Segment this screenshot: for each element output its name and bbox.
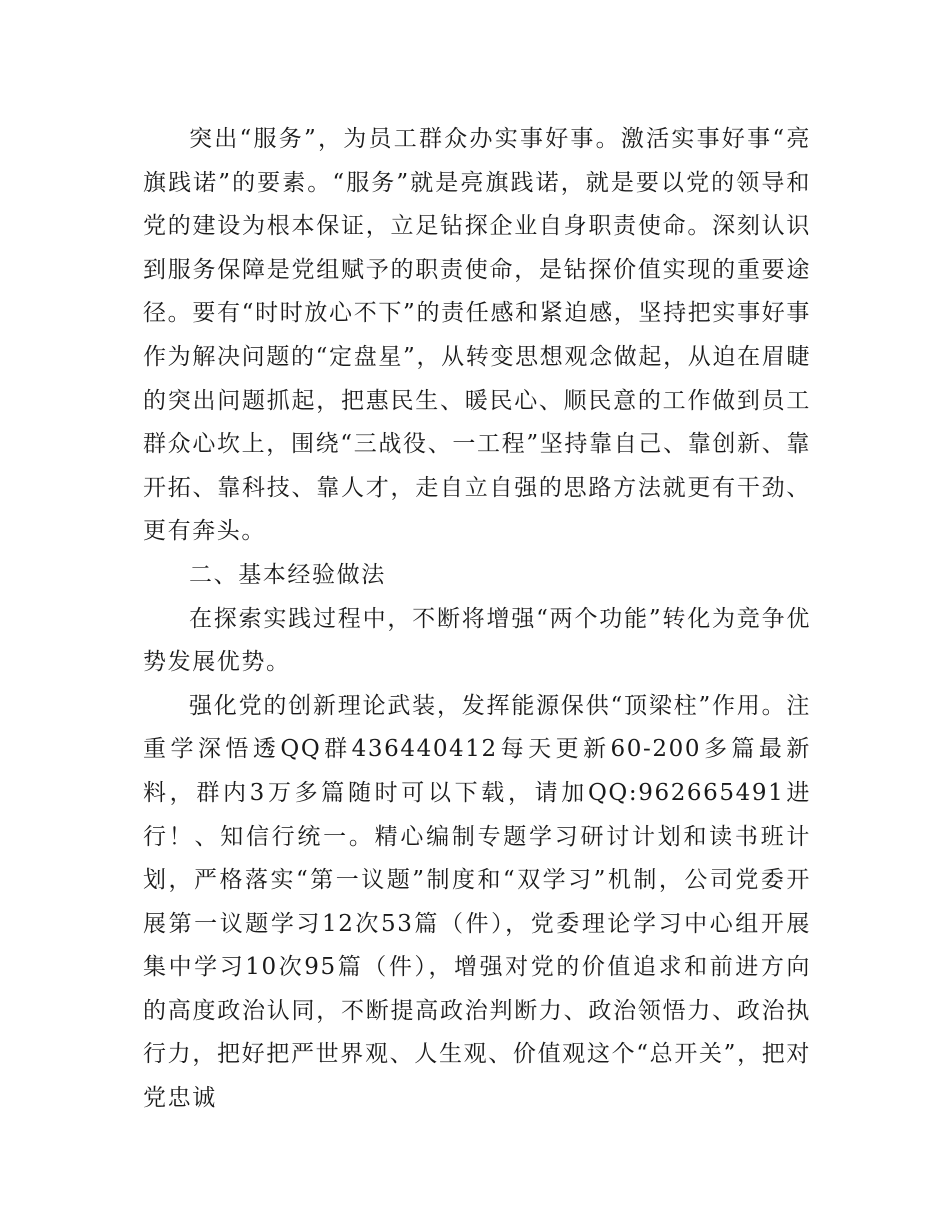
paragraph-practice: 在探索实践过程中，不断将增强“两个功能”转化为竞争优势发展优势。 [143, 605, 811, 676]
section-heading: 二、基本经验做法 [189, 561, 386, 588]
paragraph-theory: 强化党的创新理论武装，发挥能源保供“顶梁柱”作用。注重学深悟透QQ群436440412每天更新60-200多篇最新料，群内3万多篇随时可以下载，请加QQ:962665491进行！、知信行统一。精心编制专题学习研讨计划和读书班计划，严格落实“第一议题”制度和“双学习”机制，公司党委开展第一议题学习12次53篇（件），党委理论学习中心组开展集中学习10次95篇（件），增强对党的价值追求和前进方向的高度政治认同，不断提高政治判断力、政治领悟力、政治执行力，把好把严世界观、人生观、价值观这个“总开关”，把对党忠诚 [143, 692, 811, 1112]
document-body [143, 118, 811, 1121]
paragraph-service: 突出“服务”，为员工群众办实事好事。激活实事好事“亮旗践诺”的要素。“服务”就是亮旗践诺，就是要以党的领导和党的建设为根本保证，立足钻探企业自身职责使命。深刻认识到服务保障是党组赋予的职责使命，是钻探价值实现的重要途径。要有“时时放心不下”的责任感和紧迫感，坚持把实事好事作为解决问题的“定盘星”，从转变思想观念做起，从迫在眉睫的突出问题抓起，把惠民生、暖民心、顺民意的工作做到员工群众心坎上，围绕“三战役、一工程”坚持靠自己、靠创新、靠开拓、靠科技、靠人才，走自立自强的思路方法就更有干劲、更有奔头。 [143, 126, 811, 545]
